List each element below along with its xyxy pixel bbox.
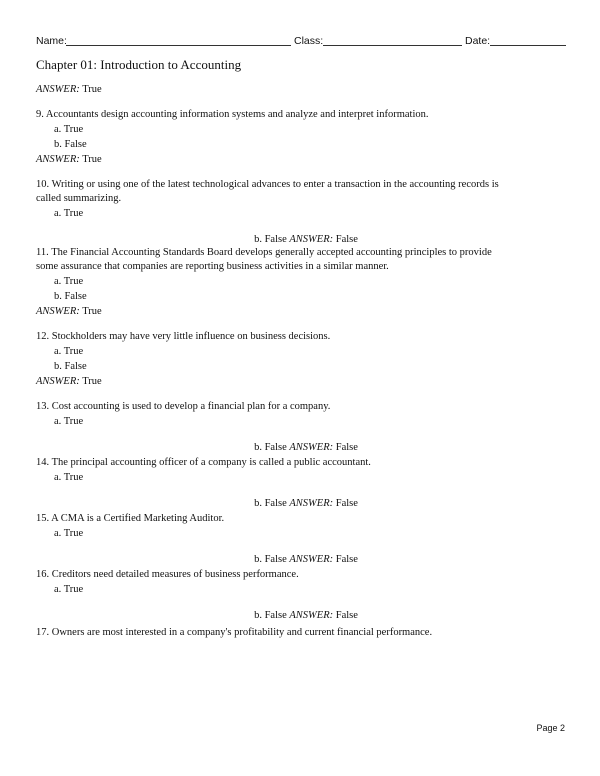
question-number: 15. — [36, 513, 50, 524]
question-text: A CMA is a Certified Marketing Auditor. — [51, 513, 225, 524]
option-b[interactable]: b. False — [254, 233, 287, 245]
question-16 — [36, 568, 556, 633]
option-b[interactable]: b. False — [54, 291, 87, 302]
question-text-cont: some assurance that companies are reporting business activities in a similar manner. — [36, 261, 389, 272]
option-a[interactable]: a. True — [54, 276, 84, 287]
question-number: 13. — [36, 401, 50, 412]
question-17 — [36, 626, 556, 640]
option-b[interactable]: b. False — [54, 139, 87, 150]
answer-value: False — [335, 441, 358, 453]
answer-label: ANSWER: — [289, 233, 334, 245]
option-b[interactable]: b. False — [254, 497, 287, 509]
class-field[interactable] — [323, 45, 462, 46]
answer-label: ANSWER: — [36, 306, 80, 317]
question-12 — [36, 330, 556, 389]
date-field[interactable] — [490, 45, 566, 46]
option-a[interactable]: a. True — [54, 584, 84, 595]
answer-value: True — [82, 306, 102, 317]
option-a[interactable]: a. True — [54, 346, 84, 357]
answer-value: False — [335, 553, 358, 565]
chapter-title: Chapter 01: Introduction to Accounting — [36, 57, 242, 72]
question-number: 12. — [36, 331, 50, 342]
answer-label: ANSWER: — [36, 154, 80, 165]
answer-label: ANSWER: — [289, 553, 334, 565]
answer-value: False — [335, 233, 358, 245]
answer-value: False — [335, 497, 358, 509]
option-a[interactable]: a. True — [54, 472, 84, 483]
answer-value: True — [82, 154, 102, 165]
question-text: Creditors need detailed measures of business performance. — [51, 569, 299, 580]
option-a[interactable]: a. True — [54, 124, 84, 135]
question-text: Accountants design accounting information systems and analyze and interpret information. — [45, 109, 429, 120]
question-text: Owners are most interested in a company's profitability and current financial performance. — [51, 627, 433, 638]
option-a[interactable]: a. True — [54, 208, 84, 219]
answer-value: True — [82, 84, 102, 95]
question-number: 17. — [36, 627, 50, 638]
question-text: The principal accounting officer of a company is called a public accountant. — [51, 457, 371, 468]
option-b[interactable]: b. False — [254, 441, 287, 453]
question-9 — [36, 108, 556, 167]
question-11 — [36, 246, 556, 319]
answer-value: False — [335, 609, 358, 621]
question-number: 16. — [36, 569, 50, 580]
question-text: Writing or using one of the latest technological advances to enter a transaction in the accounting records is — [51, 179, 499, 190]
question-number: 10. — [36, 179, 50, 190]
question-number: 11. — [36, 247, 49, 258]
answer-label: ANSWER: — [289, 497, 334, 509]
answer-value: True — [82, 376, 102, 387]
option-b[interactable]: b. False — [254, 553, 287, 565]
name-label: Name: — [36, 35, 67, 47]
name-field[interactable] — [66, 45, 291, 46]
top-answer-block — [36, 82, 556, 97]
answer-label: ANSWER: — [289, 441, 334, 453]
option-a[interactable]: a. True — [54, 528, 84, 539]
answer-label: ANSWER: — [289, 609, 334, 621]
answer-label: ANSWER: — [36, 84, 80, 95]
class-label: Class: — [294, 35, 324, 47]
option-b[interactable]: b. False — [254, 609, 287, 621]
question-number: 14. — [36, 457, 50, 468]
page-number: Page 2 — [536, 723, 565, 733]
option-b[interactable]: b. False — [54, 361, 87, 372]
date-label: Date: — [465, 35, 491, 47]
question-text-cont: called summarizing. — [36, 193, 122, 204]
question-text: Stockholders may have very little influence on business decisions. — [51, 331, 331, 342]
question-text: The Financial Accounting Standards Board develops generally accepted accounting principles to provide — [51, 247, 492, 258]
answer-label: ANSWER: — [36, 376, 80, 387]
question-text: Cost accounting is used to develop a financial plan for a company. — [51, 401, 331, 412]
option-a[interactable]: a. True — [54, 416, 84, 427]
question-number: 9. — [36, 109, 44, 120]
